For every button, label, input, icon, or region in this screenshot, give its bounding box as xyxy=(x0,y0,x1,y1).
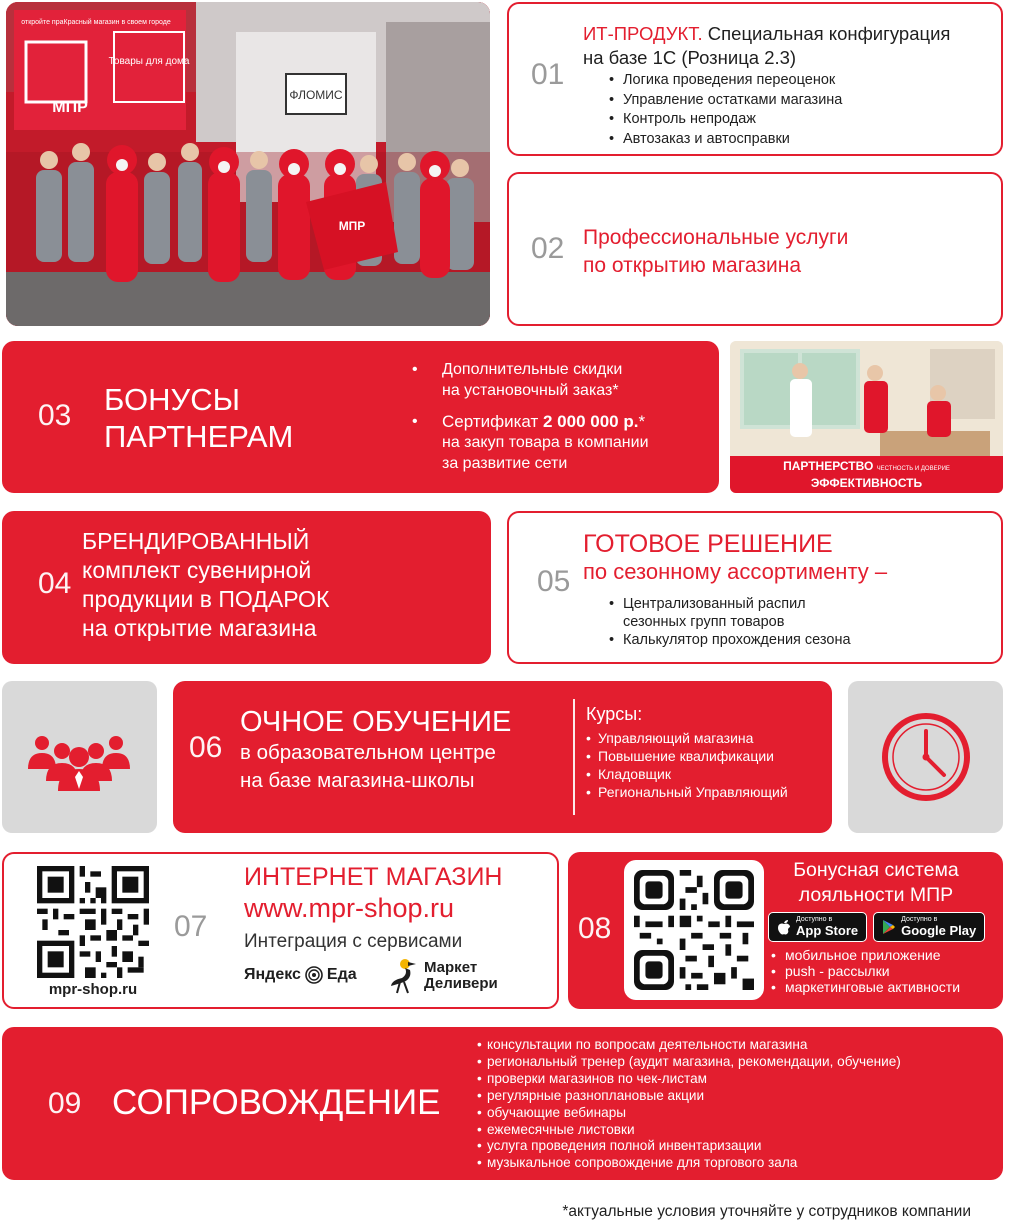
qr-code-icon xyxy=(37,866,149,978)
discount-line-2: на установочный заказ* xyxy=(442,382,619,399)
it-product-label: ИТ-ПРОДУКТ. xyxy=(583,23,703,44)
partnership-banner xyxy=(730,459,1003,490)
bonuses-title-line-2: ПАРТНЕРАМ xyxy=(104,419,294,454)
list-item: • музыкальное сопровождение для торгового зала xyxy=(477,1155,901,1172)
block-01-title xyxy=(583,22,950,70)
courses xyxy=(586,703,788,801)
seasonal-list xyxy=(609,595,851,649)
list-item: • региональный тренер (аудит магазина, рекомендации, обучение) xyxy=(477,1054,901,1071)
list-item: • Управляющий магазина xyxy=(586,729,788,747)
team-panel xyxy=(2,681,157,833)
list-item: • проверки магазинов по чек-листам xyxy=(477,1071,901,1088)
block-08-loyalty xyxy=(568,852,1003,1009)
goods-sign: Товары для дома xyxy=(108,56,190,67)
block-number: 05 xyxy=(537,565,571,598)
block-01-it-product xyxy=(507,2,1003,156)
block-02-services xyxy=(507,172,1003,326)
clock-icon xyxy=(876,707,976,807)
certificate-amount: 2 000 000 р. xyxy=(542,412,639,431)
bonuses-title-line-1: БОНУСЫ xyxy=(104,382,241,417)
store-badges xyxy=(768,912,985,942)
list-item: • Сертификат 2 000 000 р.* на закуп товара в компании за развитие сети xyxy=(412,412,649,472)
courses-list xyxy=(586,729,788,801)
loyalty-title-line-2: лояльности МПР xyxy=(798,884,954,906)
exhibition-photo-illustration xyxy=(6,2,490,326)
qr-caption: mpr-shop.ru xyxy=(48,981,138,998)
clock-panel xyxy=(848,681,1003,833)
store-url[interactable]: www.mpr-shop.ru xyxy=(244,893,455,923)
yandex-word: Яндекс xyxy=(244,966,301,983)
souvenir-line-3: продукции в ПОДАРОК xyxy=(82,586,330,612)
eda-swirl-icon xyxy=(305,966,323,984)
list-item: • push - рассылки xyxy=(771,963,960,979)
services-line-2: по открытию магазина xyxy=(583,254,802,277)
souvenir-line-2: комплект сувенирной xyxy=(82,557,312,583)
loyalty-title xyxy=(768,858,984,908)
ostrich-icon xyxy=(388,958,418,994)
block-number: 06 xyxy=(189,731,223,764)
list-item: • обучающие вебинары xyxy=(477,1105,901,1122)
block-06-training xyxy=(173,681,832,833)
seasonal-title xyxy=(583,529,887,585)
list-item: • Дополнительные скидки на установочный заказ* xyxy=(412,359,649,401)
yandex-eda-logo xyxy=(244,966,357,984)
app-store-big: App Store xyxy=(796,923,859,938)
certificate-line-2: на закуп товара в компании xyxy=(442,434,649,451)
google-play-small: Доступно в xyxy=(901,916,938,923)
app-store-small: Доступно в xyxy=(796,916,833,923)
block-04-souvenirs xyxy=(2,511,491,664)
loyalty-title-line-1: Бонусная система xyxy=(793,859,959,881)
google-play-icon xyxy=(882,919,896,935)
services-line-1: Профессиональные услуги xyxy=(583,226,849,249)
block-number: 01 xyxy=(531,58,565,91)
honesty-trust: ЧЕСТНОСТЬ И ДОВЕРИЕ xyxy=(876,466,950,472)
mpr-sign: МПР xyxy=(52,99,88,116)
top-sign: откройте праКрасный магазин в своем городе xyxy=(21,19,171,26)
booth-sign: ФЛОМИС xyxy=(289,88,343,102)
block-09-support xyxy=(2,1027,1003,1180)
list-item: • Калькулятор прохождения сезона xyxy=(609,632,851,648)
google-play-button[interactable] xyxy=(873,912,985,942)
bonuses-title xyxy=(104,381,293,455)
block-number: 09 xyxy=(48,1087,82,1120)
souvenir-text xyxy=(82,527,329,643)
integration-label: Интеграция с сервисами xyxy=(244,931,463,952)
seasonal-title-line-1: ГОТОВОЕ РЕШЕНИЕ xyxy=(583,530,833,558)
block-number: 03 xyxy=(38,399,72,432)
list-item: • Автозаказ и автосправки xyxy=(609,130,842,150)
list-item: • Управление остатками магазина xyxy=(609,91,842,111)
block-07-online-store xyxy=(2,852,559,1009)
list-item: • регулярные разноплановые акции xyxy=(477,1088,901,1105)
footnote: *актуальные условия уточняйте у сотрудников компании xyxy=(562,1203,971,1220)
loyalty-list xyxy=(771,947,960,995)
seasonal-title-line-2: по сезонному ассортименту – xyxy=(583,559,888,584)
support-list xyxy=(477,1037,901,1172)
apple-icon xyxy=(777,919,791,935)
certificate-label: Сертификат xyxy=(442,412,543,431)
online-store-title: ИНТЕРНЕТ МАГАЗИН xyxy=(244,863,503,891)
google-play-big: Google Play xyxy=(901,923,977,938)
it-product-list xyxy=(609,71,842,149)
block-03-partner-bonuses xyxy=(2,341,719,493)
training-divider xyxy=(573,699,575,815)
block-05-seasonal-solution xyxy=(507,511,1003,664)
loyalty-qr-card xyxy=(624,860,764,1000)
block-number: 08 xyxy=(578,912,612,945)
it-product-base: на базе 1С (Розница 2.3) xyxy=(583,47,797,68)
list-item: • ежемесячные листовки xyxy=(477,1122,901,1139)
training-title xyxy=(240,705,511,795)
list-item: • Региональный Управляющий xyxy=(586,783,788,801)
eda-word: Еда xyxy=(326,966,357,983)
support-title: СОПРОВОЖДЕНИЕ xyxy=(112,1083,441,1122)
delivery-word: Деливери xyxy=(424,975,498,992)
app-store-button[interactable] xyxy=(768,912,867,942)
block-number: 04 xyxy=(38,567,72,600)
list-item: • консультации по вопросам деятельности магазина xyxy=(477,1037,901,1054)
list-item: • Централизованный распил сезонных групп товаров xyxy=(609,595,851,631)
list-item: • Кладовщик xyxy=(586,765,788,783)
discount-line-1: Дополнительные скидки xyxy=(442,361,623,378)
qr-code-icon xyxy=(634,870,754,990)
market-word: Маркет xyxy=(424,959,478,976)
partnership-illustration xyxy=(730,341,1003,493)
it-product-config: Специальная конфигурация xyxy=(707,23,951,44)
market-delivery-logo xyxy=(388,958,498,994)
bonuses-list xyxy=(412,359,649,474)
seasonal-item-2: Калькулятор прохождения сезона xyxy=(623,632,851,648)
list-item: • мобильное приложение xyxy=(771,947,960,963)
block-number: 02 xyxy=(531,232,565,265)
certificate-line-1 xyxy=(442,411,649,432)
certificate-asterisk: * xyxy=(638,412,646,431)
exhibition-photo xyxy=(6,2,490,326)
list-item: • маркетинговые активности xyxy=(771,979,960,995)
efficiency-word: ЭФФЕКТИВНОСТЬ xyxy=(810,476,923,490)
block-number: 07 xyxy=(174,910,208,943)
seasonal-item-1-line-2: сезонных групп товаров xyxy=(623,614,785,630)
seasonal-item-1-line-1: Централизованный распил xyxy=(623,596,806,612)
partnership-word: ПАРТНЕРСТВО xyxy=(783,459,874,473)
training-title-line: ОЧНОЕ ОБУЧЕНИЕ xyxy=(240,706,512,738)
souvenir-line-4: на открытие магазина xyxy=(82,615,317,641)
courses-label: Курсы: xyxy=(586,704,643,724)
list-item: • Контроль непродаж xyxy=(609,110,842,130)
team-icon xyxy=(24,731,134,791)
list-item: • Повышение квалификации xyxy=(586,747,788,765)
list-item: • услуга проведения полной инвентаризации xyxy=(477,1138,901,1155)
list-item: • Логика проведения переоценок xyxy=(609,71,842,91)
souvenir-line-1: БРЕНДИРОВАННЫЙ xyxy=(82,528,310,554)
training-sub-line-1: в образовательном центре xyxy=(240,741,496,764)
training-sub-line-2: на базе магазина-школы xyxy=(240,769,475,792)
services-title xyxy=(583,224,848,280)
flag-text: МПР xyxy=(338,219,366,233)
certificate-line-3: за развитие сети xyxy=(442,455,568,472)
